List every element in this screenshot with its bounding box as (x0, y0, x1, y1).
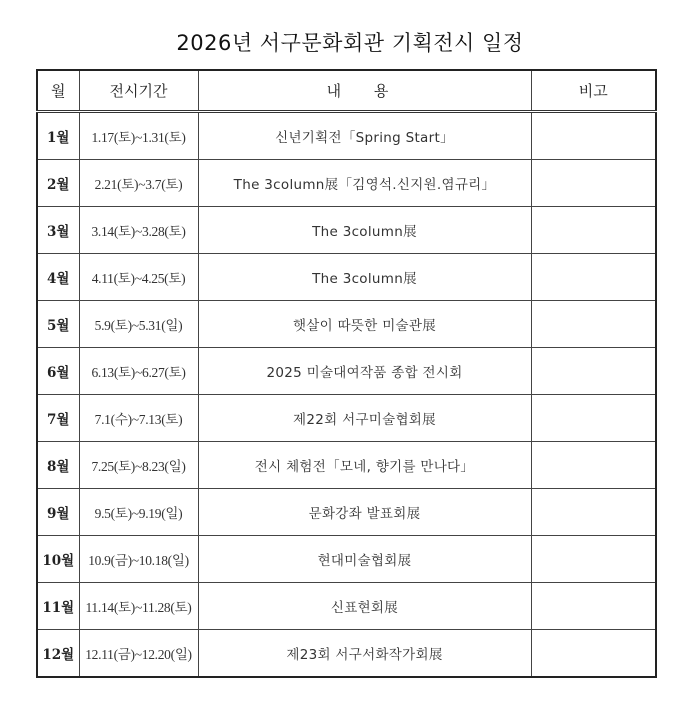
month-cell: 10월 (37, 536, 79, 583)
remarks-cell (531, 442, 656, 489)
table-header-row (37, 70, 656, 112)
table-row (37, 160, 656, 207)
remarks-cell (531, 207, 656, 254)
remarks-cell (531, 301, 656, 348)
month-cell: 3월 (37, 207, 79, 254)
period-cell: 10.9(금)~10.18(일) (79, 536, 198, 583)
content-cell: 신년기획전「Spring Start」 (198, 112, 531, 160)
content-cell: 신표현회展 (198, 583, 531, 630)
remarks-cell (531, 489, 656, 536)
period-cell: 7.1(수)~7.13(토) (79, 395, 198, 442)
month-cell: 7월 (37, 395, 79, 442)
remarks-cell (531, 583, 656, 630)
period-cell: 5.9(토)~5.31(일) (79, 301, 198, 348)
month-cell: 11월 (37, 583, 79, 630)
remarks-cell (531, 348, 656, 395)
period-cell: 4.11(토)~4.25(토) (79, 254, 198, 301)
month-cell: 2월 (37, 160, 79, 207)
document-title: 2026년 서구문화회관 기획전시 일정 (176, 31, 524, 55)
table-row (37, 348, 656, 395)
exhibition-schedule-table (36, 69, 657, 678)
header-remarks: 비고 (531, 70, 656, 112)
remarks-cell (531, 254, 656, 301)
month-cell: 6월 (37, 348, 79, 395)
content-cell: 2025 미술대여작품 종합 전시회 (198, 348, 531, 395)
month-cell: 8월 (37, 442, 79, 489)
month-cell: 12월 (37, 630, 79, 678)
period-cell: 6.13(토)~6.27(토) (79, 348, 198, 395)
month-cell: 4월 (37, 254, 79, 301)
table-row (37, 207, 656, 254)
period-cell: 9.5(토)~9.19(일) (79, 489, 198, 536)
content-cell: 제23회 서구서화작가회展 (198, 630, 531, 678)
month-cell: 5월 (37, 301, 79, 348)
header-month: 월 (37, 70, 79, 112)
table-row (37, 536, 656, 583)
period-cell: 12.11(금)~12.20(일) (79, 630, 198, 678)
table-row (37, 630, 656, 678)
table-row (37, 442, 656, 489)
content-cell: 문화강좌 발표회展 (198, 489, 531, 536)
content-cell: 햇살이 따뜻한 미술관展 (198, 301, 531, 348)
content-cell: The 3column展 (198, 207, 531, 254)
remarks-cell (531, 630, 656, 678)
period-cell: 7.25(토)~8.23(일) (79, 442, 198, 489)
table-row (37, 112, 656, 160)
period-cell: 2.21(토)~3.7(토) (79, 160, 198, 207)
content-cell: 전시 체험전「모네, 향기를 만나다」 (198, 442, 531, 489)
period-cell: 1.17(토)~1.31(토) (79, 112, 198, 160)
remarks-cell (531, 160, 656, 207)
content-cell: 현대미술협회展 (198, 536, 531, 583)
header-content: 내 용 (198, 70, 531, 112)
content-cell: 제22회 서구미술협회展 (198, 395, 531, 442)
content-cell: The 3column展「김영석.신지원.염규리」 (198, 160, 531, 207)
table-row (37, 583, 656, 630)
month-cell: 9월 (37, 489, 79, 536)
period-cell: 11.14(토)~11.28(토) (79, 583, 198, 630)
table-row (37, 489, 656, 536)
table-row (37, 395, 656, 442)
remarks-cell (531, 112, 656, 160)
month-cell: 1월 (37, 112, 79, 160)
table-row (37, 254, 656, 301)
table-row (37, 301, 656, 348)
content-cell: The 3column展 (198, 254, 531, 301)
remarks-cell (531, 536, 656, 583)
header-period: 전시기간 (79, 70, 198, 112)
remarks-cell (531, 395, 656, 442)
period-cell: 3.14(토)~3.28(토) (79, 207, 198, 254)
